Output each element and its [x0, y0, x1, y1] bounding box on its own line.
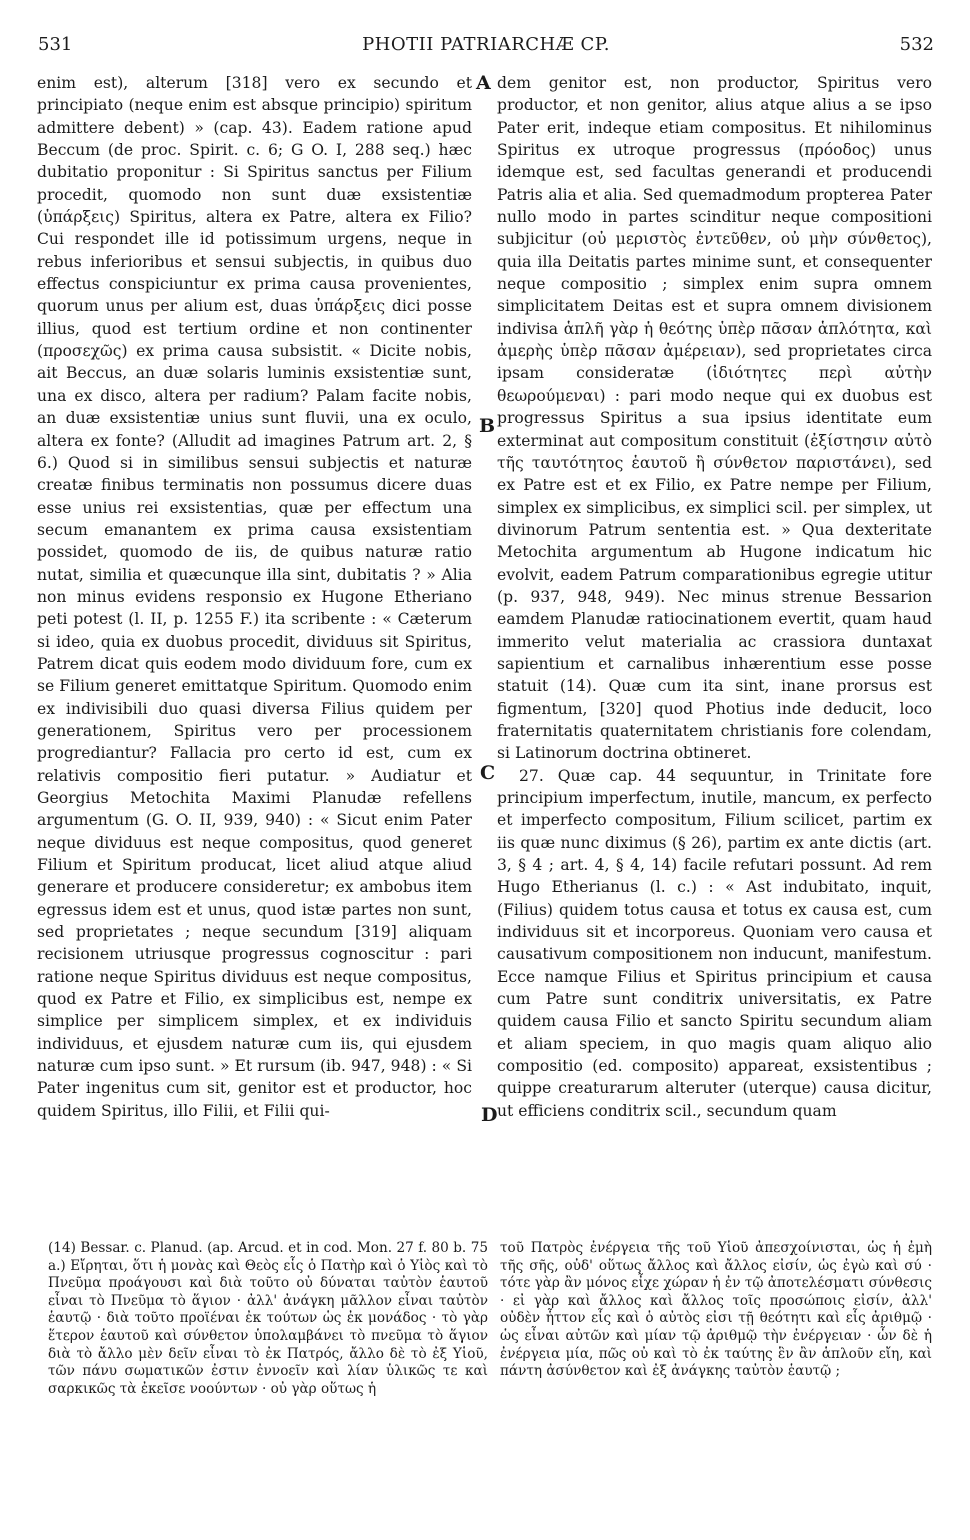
- margin-marker-a: A: [476, 72, 491, 94]
- right-column: [497, 72, 932, 1122]
- footnote-right: [500, 1240, 932, 1381]
- footnote-14-continuation: τοῦ Πατρὸς ἐνέργεια τῆς τοῦ Υἱοῦ ἀπεσχοίνισται, ὡς ἡ ἐμὴ τῆς σῆς, οὐδ' οὕτως ἄλλος καὶ ἄλλος εἰσίν, ὡς ἐγὼ καὶ σύ · τότε γὰρ ἂν μόνος εἶχε χώραν ἡ ἐν τῷ ἀποτελέσματι σύνθεσις · εἰ γὰρ καὶ ἄλλος καὶ ἄλλος τοῖς προσώποις εἰσίν, ἀλλ' οὐδὲν ἧττον εἷς καὶ ὁ αὐτὸς εἰσι τῇ θεότητι καὶ εἷς ἀριθμῷ · ὡς εἶναι αὐτῶν καὶ μίαν τῷ ἀριθμῷ τὴν ἐνέργειαν · ὧν δὲ ἡ ἐνέργεια μία, πῶς οὐ καὶ τὸ ἐκ ταύτης ἓν ἂν ἁπλοῦν εἴη, καὶ πάντη ἀσύνθετον καὶ ἐξ ἀνάγκης ταὐτὸν ἑαυτῷ ;: [500, 1240, 932, 1380]
- running-header: [38, 34, 934, 60]
- left-column: [37, 72, 472, 1122]
- right-column-paragraph-1: dem genitor est, non productor, Spiritus vero productor, et non genitor, alius atque alius a se ipso Pater erit, indeque etiam compositus. Et nihilominus Spiritus ex utroque progressus (πρόοδος) unus idemque est, sed facultas generandi et producendi Patris alia et alia. Sed quemadmodum propterea Pater nullo modo in partes scinditur neque compositioni subjicitur (οὐ μεριστὸς ἐντεῦθεν, οὐ μὴν σύνθετος), quia illa Deitatis partes minime sunt, et consequenter neque compositio ; simplex enim supra omnem simplicitatem Deitas est et supra omnem divisionem indivisa ἁπλῆ γὰρ ἡ θεότης ὑπὲρ πᾶσαν ἁπλότητα, καὶ ἀμερὴς ὑπὲρ πᾶσαν ἀμέρειαν), sed proprietates circa ipsam consideratæ (ἰδιότητες περὶ αὐτὴν θεωρούμεναι) : pari modo neque qui ex duobus est progressus Spiritus a sua ipsius identitate eum exterminat aut compositum constituit (ἐξίστησιν αὐτὸ τῆς ταυτότητος ἑαυτοῦ ἢ σύνθετον παριστάνει), sed ex Patre est et ex Filio, ex Patre nempe per Filium, simplex ex simplicibus, ex simplici scil. per simplex, ut divinorum Patrum sententia est. » Qua dexteritate Metochita argumentum ab Hugone indicatum hic evolvit, eadem Patrum comparationibus egregie utitur (p. 937, 948, 949). Nec minus strenue Bessarion eamdem Planudæ ratiocinationem evertit, quam haud immerito velut materialia ac crassiora duntaxat sapientium et carnalibus inhærentium esse posse statuit (14). Quæ cum ita sint, inane prorsus est figmentum, [320] quod Photius inde deducit, loco fraternitatis quaternitatem christianis fore colendam, si Latinorum doctrina obtineret.: [497, 74, 932, 763]
- page-number-left: 531: [38, 34, 73, 55]
- right-column-paragraph-2: 27. Quæ cap. 44 sequuntur, in Trinitate fore principium imperfectum, inutile, mancum, ex perfecto et imperfecto compositum, Filium scilicet, partim ex iis quæ nunc diximus (§ 26), partim ex ante dictis (art. 3, § 4 ; art. 4, § 4, 14) facile refutari possunt. Ad rem Hugo Etherianus (l. c.) : « Ast indubitato, inquit, (Filius) quidem totus causa et totus ex causa est, cum individuus sit et incorporeus. Quoniam vero causa et causativum compositionem non inducunt, manifestum. Ecce namque Filius et Spiritus principium et causa cum Patre sunt conditrix universitatis, ex Patre quidem causa Filio et sancto Spiritu secundum aliam et aliam speciem, in quo magis quam aliquo alio compositio (ed. composito) appareat, exsistentibus ; quippe creaturarum alteruter (uterque) causa dicitur, ut efficiens conditrix scil., secundum quam: [497, 766, 932, 1120]
- left-column-text: enim est), alterum [318] vero ex secundo et principiato (neque enim est absque principio) spiritum admittere debent) » (cap. 43). Eadem ratione apud Beccum (de proc. Spirit. c. 6; G O. I, 288 seq.) hæc dubitatio proponitur : Si Spiritus sanctus per Filium procedit, quomodo non sunt duæ exsistentiæ (ὑπάρξεις) Spiritus, altera ex Patre, altera ex Filio? Cui respondet ille id potissimum urgens, neque in rebus inferioribus et sensui subjectis, in quibus duo effectus conspiciuntur ex prima causa provenientes, quorum unus per alium est, duas ὑπάρξεις dici posse illius, quod est tertium ordine et non continenter (προσεχῶς) ex prima causa subsistit. « Dicite nobis, ait Beccus, an duæ solaris luminis exsistentiæ sunt, una ex disco, altera per radium? Palam facite nobis, an duæ exsistentiæ unius sunt fluvii, una ex oculo, altera ex fonte? (Alludit ad imagines Patrum art. 2, § 6.) Quod si in similibus sensui subjectis et naturæ creatæ finibus terminatis non possumus dicere duas esse unius rei exsistentias, quæ per effectum una secum emanantem ex prima causa exsistentiam possidet, quomodo de iis, de quibus naturæ ratio nutat, similia et quæcunque illa sint, dubitatis ? » Alia non minus evidens responsio ex Hugone Etheriano peti potest (l. II, p. 1255 F.) ita scribente : « Cæterum si ideo, quia ex duobus procedit, dividuus sit Spiritus, Patrem dicat quis eodem modo dividuum fore, cum ex se Filium generet emittatque Spiritum. Quomodo enim ex indivisibili duo quasi diversa Filius quidem per generationem, Spiritus vero per processionem progrediantur? Fallacia pro certo id est, cum ex relativis compositio fieri putatur. » Audiatur et Georgius Metochita Maximi Planudæ refellens argumentum (G. O. II, 939, 940) : « Sicut enim Pater neque dividuus est neque compositus, quod generet Filium et Spiritum producat, licet aliud atque aliud generare et producere consideretur; ex ambobus item egressus idem est et unus, quod istæ partes non sunt, sed proprietates ; neque secundum [319] aliquam recisionem utriusque progressus cognoscitur : pari ratione neque Spiritus dividuus est neque compositus, quod ex Patre et Filio, ex simplicibus est, nempe ex simplice per simplicem simplex, et ex individuis individuus, et ejusdem naturæ cum iis, qui ejusdem naturæ cum ipso sunt. » Et rursum (ib. 947, 948) : « Si Pater ingenitus cum sit, genitor est et productor, hoc quidem Spiritus, illo Filii, et Filii qui-: [37, 74, 472, 1120]
- footnote-left: [48, 1240, 488, 1398]
- footnote-14-text: (14) Bessar. c. Planud. (ap. Arcud. et in cod. Mon. 27 f. 80 b. 75 a.) Εἴρηται, ὅτι ἡ μονὰς καὶ Θεὸς εἷς ὁ Πατὴρ καὶ ὁ Υἱὸς καὶ τὸ Πνεῦμα προάγουσι καὶ διὰ τοῦτο οὐ δύναται ταὐτὸν ἑαυτοῦ εἶναι τὸ Πνεῦμα τὸ ἅγιον · ἀλλ' ἀνάγκη μᾶλλον εἶναι ταὐτὸν ἑαυτῷ · διὰ τοῦτο προϊέναι ἐκ τούτων ὡς ἐκ μονάδος · τὸ γὰρ ἕτερον ἑαυτοῦ καὶ σύνθετον ὑπολαμβάνει τὸ πνεῦμα τὸ ἅγιον διὰ τὸ ἄλλο μὲν δεῖν εἶναι τὸ ἐκ Πατρός, ἄλλο δὲ τὸ ἐξ Υἱοῦ, τῶν πάνυ σωματικῶν ἐστιν ἐννοεῖν καὶ λίαν ὑλικῶς τε καὶ σαρκικῶς τὰ ἐκεῖσε νοούντων · οὐ γὰρ οὕτως ἡ: [48, 1240, 488, 1397]
- margin-marker-c: C: [480, 762, 496, 784]
- running-title: PHOTII PATRIARCHÆ CP.: [362, 34, 610, 55]
- margin-marker-d: D: [481, 1104, 498, 1126]
- page-number-right: 532: [899, 34, 934, 55]
- margin-marker-b: B: [479, 415, 496, 437]
